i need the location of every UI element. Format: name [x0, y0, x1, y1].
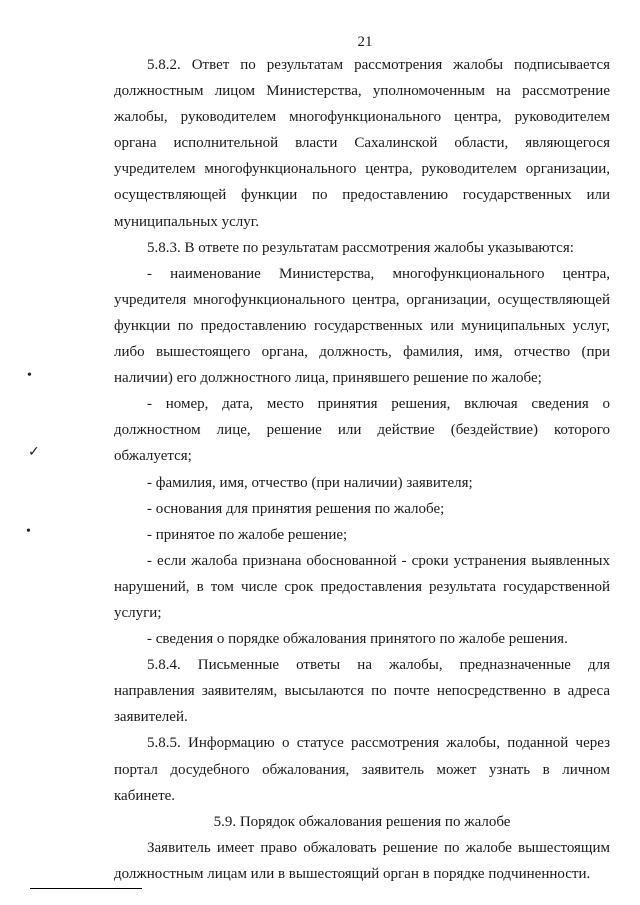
paragraph-5-8-5: 5.8.5. Информацию о статусе рассмотрения жалобы, поданной через портал досудебного обжалования, заявитель может узнать в личном кабинете. — [114, 735, 610, 804]
paragraph-5-8-2: 5.8.2. Ответ по результатам рассмотрения жалобы подписывается должностным лицом Министерства, уполномоченным на рассмотрение жалобы, руководителем многофункционального центра, руководителем органа исполнительной власти Сахалинской области, являющегося учредителем многофункционального центра, руководителем организации, осуществляющей функции по предоставлению государственных или муниципальных услуг. — [114, 57, 610, 230]
page-number: 21 — [357, 34, 373, 50]
document-body — [114, 52, 610, 887]
footnote-separator — [30, 888, 142, 889]
list-item-grounds: - основания для принятия решения по жалобе; — [147, 500, 445, 517]
scan-dot-mark: • — [26, 524, 31, 539]
paragraph-5-8-4: 5.8.4. Письменные ответы на жалобы, предназначенные для направления заявителям, высылаются по почте непосредственно в адреса заявителей. — [114, 657, 610, 726]
list-item-number-date: - номер, дата, место принятия решения, включая сведения о должностном лице, решение или действие (бездействие) которого обжалуется; — [114, 396, 610, 465]
scan-dot-mark: • — [27, 368, 32, 383]
list-item-name: - наименование Министерства, многофункционального центра, учредителя многофункционального центра, организации, осуществляющей функции по предоставлению государственных или муниципальных услуг, либо вышестоящего органа, должность, фамилия, имя, отчество (при наличии) его должностного лица, принявшего решение по жалобе; — [114, 265, 610, 387]
list-item-appeal-info: - сведения о порядке обжалования принятого по жалобе решения. — [147, 631, 568, 648]
list-item-decision: - принятое по жалобе решение; — [147, 526, 348, 543]
paragraph-5-9-body: Заявитель имеет право обжаловать решение по жалобе вышестоящим должностным лицам или в вышестоящий орган в порядке подчиненности. — [114, 839, 610, 882]
list-item-applicant-name: - фамилия, имя, отчество (при наличии) заявителя; — [147, 474, 473, 491]
scan-scribble-mark: ✓ — [28, 445, 40, 460]
paragraph-5-8-3: 5.8.3. В ответе по результатам рассмотрения жалобы указываются: — [147, 239, 574, 256]
section-heading-5-9: 5.9. Порядок обжалования решения по жалобе — [213, 813, 511, 830]
list-item-justified: - если жалоба признана обоснованной - сроки устранения выявленных нарушений, в том числе срок предоставления результата государственной услуги; — [114, 552, 610, 621]
